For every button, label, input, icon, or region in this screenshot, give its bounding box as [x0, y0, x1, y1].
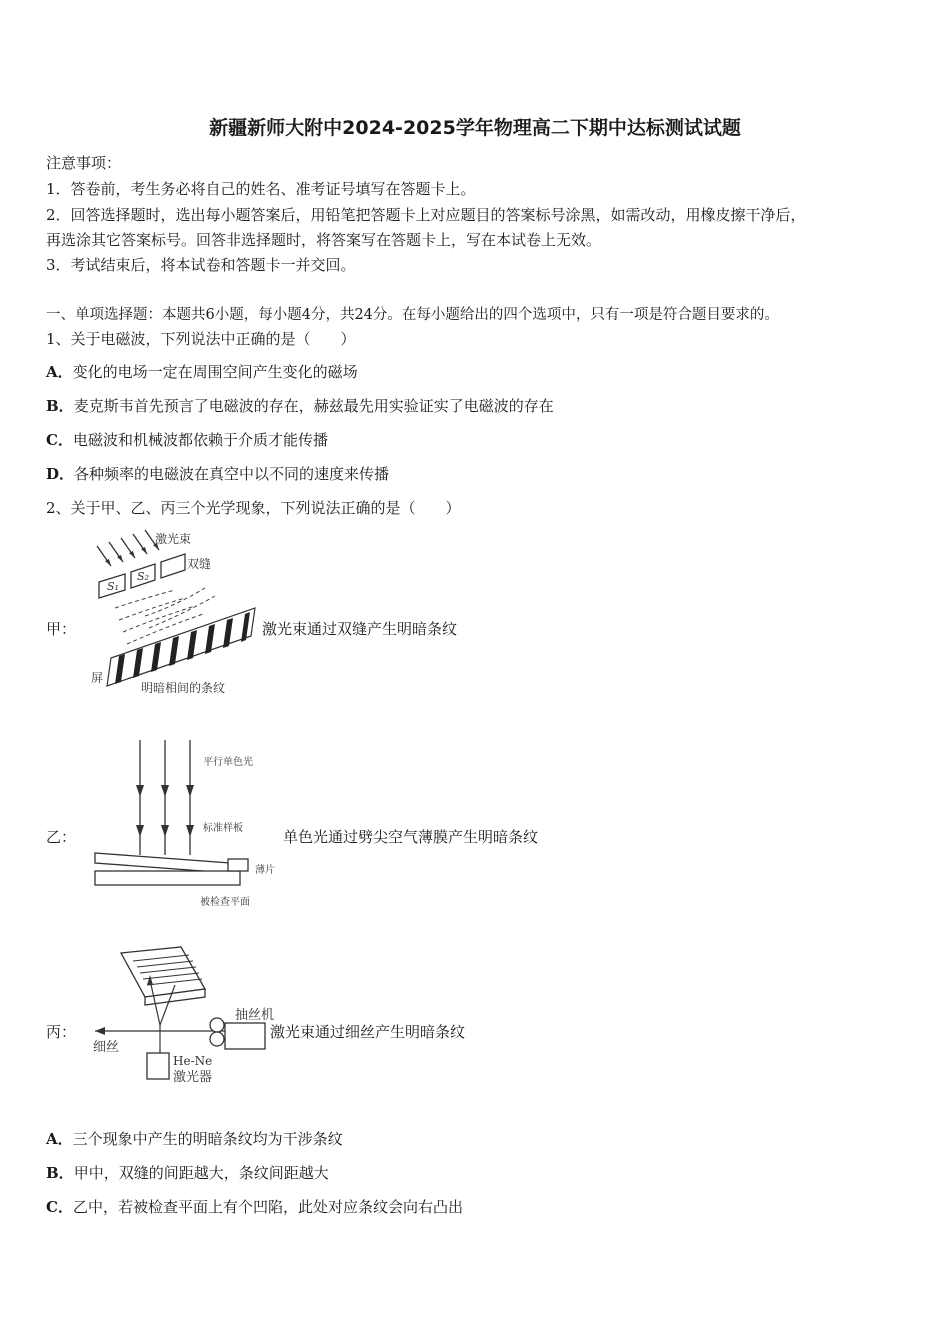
thin-wire-diagram: [85, 945, 275, 1090]
q2-stem: 2、关于甲、乙、丙三个光学现象，下列说法正确的是（ ）: [46, 499, 461, 517]
figure-yi-caption: 单色光通过劈尖空气薄膜产生明暗条纹: [283, 828, 539, 846]
option-text: 各种频率的电磁波在真空中以不同的速度来传播: [74, 465, 390, 483]
option-letter: B．: [46, 397, 74, 415]
figure-jia-caption: 激光束通过双缝产生明暗条纹: [262, 620, 458, 638]
option-letter: C．: [46, 431, 73, 449]
notice-item-3: 3．考试结束后，将本试卷和答题卡一并交回。: [46, 256, 356, 274]
notice-heading: 注意事项：: [46, 154, 122, 172]
screen-label: 屏: [91, 671, 104, 685]
q1-option-a: [46, 361, 358, 382]
q1-option-c: [46, 429, 328, 450]
option-letter: D．: [46, 465, 75, 483]
option-letter: B．: [46, 1164, 74, 1182]
wedge-film-diagram: [85, 735, 285, 910]
thin-sheet-label: 薄片: [255, 865, 275, 876]
figure-bing-caption: 激光束通过细丝产生明暗条纹: [270, 1023, 466, 1041]
option-text: 变化的电场一定在周围空间产生变化的磁场: [72, 363, 358, 381]
parallel-light-label: 平行单色光: [203, 757, 253, 768]
laser-beam-label: 激光束: [155, 532, 192, 546]
q2-option-c: [46, 1196, 463, 1217]
double-slit-diagram: [85, 528, 255, 698]
notice-item-2-cont: 再选涂其它答案标号。回答非选择题时，将答案写在答题卡上，写在本试卷上无效。: [46, 231, 602, 249]
page-title: 新疆新师大附中2024-2025学年物理高二下期中达标测试试题: [209, 117, 741, 139]
laser-label: 激光器: [173, 1070, 213, 1085]
inspected-surface-label: 被检查平面: [200, 897, 250, 908]
option-letter: C．: [46, 1198, 73, 1216]
q2-option-a: [46, 1128, 343, 1149]
option-text: 麦克斯韦首先预言了电磁波的存在，赫兹最先用实验证实了电磁波的存在: [73, 397, 554, 415]
machine-label: 抽丝机: [235, 1008, 275, 1023]
notice-item-1: 1．答卷前，考生务必将自己的姓名、准考证号填写在答题卡上。: [46, 180, 476, 198]
fringes-label: 明暗相间的条纹: [141, 681, 226, 695]
q2-option-b: [46, 1162, 329, 1183]
option-text: 甲中，双缝的间距越大，条纹间距越大: [73, 1164, 329, 1182]
q1-stem: 1、关于电磁波，下列说法中正确的是（ ）: [46, 330, 356, 348]
q1-option-d: [46, 463, 389, 484]
slit-s2-label: S₂: [137, 570, 149, 583]
notice-item-2: 2．回答选择题时，选出每小题答案后，用铅笔把答题卡上对应题目的答案标号涂黑，如需改动，用橡皮擦干净后，: [46, 206, 806, 224]
section-heading: 一、单项选择题：本题共6小题，每小题4分，共24分。在每小题给出的四个选项中，只有一项是符合题目要求的。: [46, 307, 779, 323]
option-text: 乙中，若被检查平面上有个凹陷，此处对应条纹会向右凸出: [72, 1198, 463, 1216]
option-text: 三个现象中产生的明暗条纹均为干涉条纹: [72, 1130, 343, 1148]
figure-bing-label: 丙：: [46, 1023, 77, 1041]
q1-option-b: [46, 395, 554, 416]
option-letter: A．: [46, 363, 73, 381]
standard-plate-label: 标准样板: [203, 823, 243, 834]
wire-label: 细丝: [93, 1040, 120, 1055]
slit-s1-label: S₁: [107, 580, 119, 593]
figure-jia-label: 甲：: [46, 620, 77, 638]
option-text: 电磁波和机械波都依赖于介质才能传播: [72, 431, 328, 449]
he-ne-label: He-Ne: [173, 1054, 213, 1068]
double-slit-label: 双缝: [187, 557, 212, 571]
option-letter: A．: [46, 1130, 73, 1148]
figure-yi-label: 乙：: [46, 828, 77, 846]
